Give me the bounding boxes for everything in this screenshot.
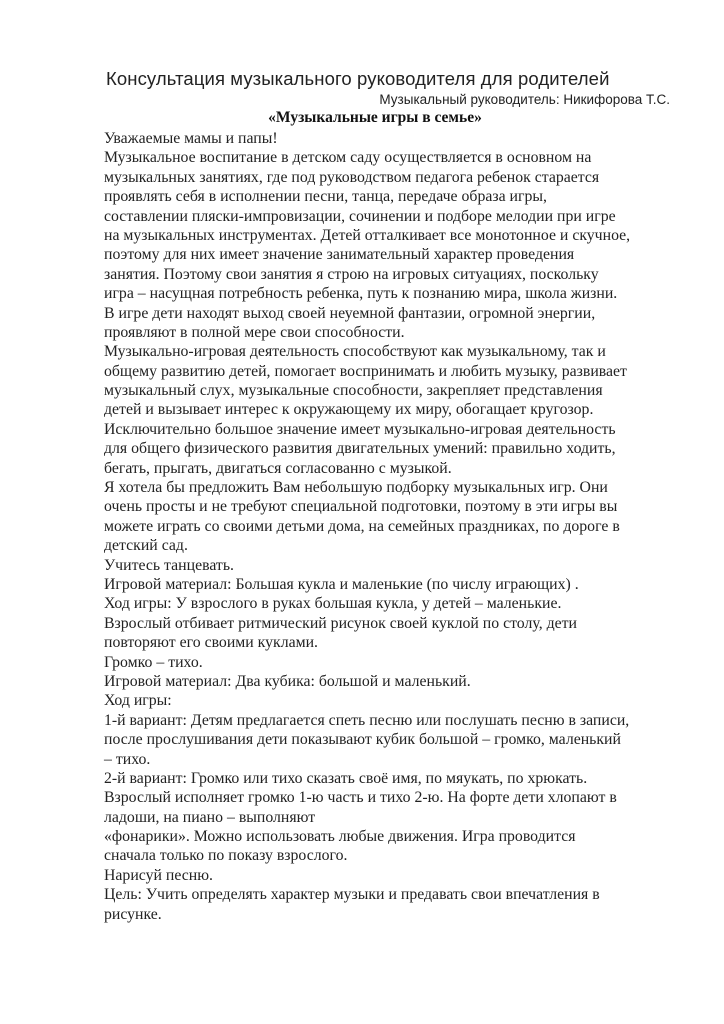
text-line: Взрослый исполняет громко 1-ю часть и тихо 2-ю. На форте дети хлопают в: [104, 789, 617, 807]
text-line: Ход игры: У взрослого в руках большая кукла, у детей – маленькие.: [104, 595, 562, 613]
text-line: повторяют его своими куклами.: [104, 634, 318, 652]
text-line: Игровой материал: Большая кукла и маленькие (по числу играющих) .: [104, 575, 579, 593]
text-line: на музыкальных инструментах. Детей отталкивает все монотонное и скучное,: [104, 226, 631, 244]
text-line: музыкальных занятиях, где под руководством педагога ребенок старается: [104, 168, 600, 186]
text-line: 1-й вариант: Детям предлагается спеть песню или послушать песню в записи,: [104, 711, 630, 729]
text-line: Уважаемые мамы и папы!: [104, 130, 278, 147]
text-line: Ход игры:: [104, 692, 172, 710]
text-line: ладоши, на пиано – выполняют: [104, 808, 316, 826]
text-line: бегать, прыгать, двигаться согласованно с музыкой.: [104, 459, 452, 477]
text-line: Цель: Учить определять характер музыки и предавать свои впечатления в: [104, 886, 600, 904]
text-line: проявлять себя в исполнении песни, танца, передаче образа игры,: [104, 188, 547, 206]
document-title: Консультация музыкального руководителя для родителей: [106, 68, 610, 89]
text-line: очень просты и не требуют специальной подготовки, поэтому в эти игры вы: [104, 498, 618, 516]
text-line: В игре дети находят выход своей неуемной фантазии, огромной энергии,: [104, 304, 596, 322]
article-heading: «Музыкальные игры в семье»: [268, 109, 482, 126]
text-line: Музыкальное воспитание в детском саду осуществляется в основном на: [104, 149, 592, 167]
text-line: можете играть со своими детьми дома, на семейных праздниках, по дороге в: [104, 517, 620, 535]
text-line: детский сад.: [104, 537, 188, 555]
author-line: Музыкальный руководитель: Никифорова Т.С.: [379, 92, 670, 107]
text-line: «фонарики». Можно использовать любые движения. Игра проводится: [104, 828, 576, 846]
text-line: музыкальный слух, музыкальные способности, закрепляет представления: [104, 382, 603, 400]
text-line: Взрослый отбивает ритмический рисунок своей куклой по столу, дети: [104, 614, 577, 632]
text-line: 2-й вариант: Громко или тихо сказать своё имя, по мяукать, по хрюкать.: [104, 769, 588, 787]
text-line: Громко – тихо.: [104, 653, 203, 671]
text-line: Исключительно большое значение имеет музыкально-игровая деятельность: [104, 420, 616, 438]
text-line: составлении пляски-импровизации, сочинении и подборе мелодии при игре: [104, 207, 616, 225]
text-line: занятия. Поэтому свои занятия я строю на игровых ситуациях, поскольку: [104, 265, 599, 283]
text-line: рисунке.: [104, 905, 162, 923]
text-line: общему развитию детей, помогает воспринимать и любить музыку, развивает: [104, 362, 627, 380]
text-line: поэтому для них имеет значение занимательный характер проведения: [104, 246, 575, 264]
text-line: Я хотела бы предложить Вам небольшую подборку музыкальных игр. Они: [104, 479, 608, 497]
text-line: детей и вызывает интерес к окружающему их миру, обогащает кругозор.: [104, 401, 594, 419]
text-line: для общего физического развития двигательных умений: правильно ходить,: [104, 440, 616, 458]
text-line: Игровой материал: Два кубика: большой и маленький.: [104, 672, 471, 690]
text-line: Музыкально-игровая деятельность способствуют как музыкальному, так и: [104, 343, 606, 361]
body-text: [104, 129, 679, 924]
text-line: Учитесь танцевать.: [104, 556, 234, 574]
text-line: после прослушивания дети показывают кубик большой – громко, маленький: [104, 731, 621, 749]
text-line: Нарисуй песню.: [104, 866, 213, 884]
text-line: сначала только по показу взрослого.: [104, 847, 348, 865]
text-line: игра – насущная потребность ребенка, путь к познанию мира, школа жизни.: [104, 285, 618, 303]
text-line: проявляют в полной мере свои способности.: [104, 323, 405, 341]
text-line: – тихо.: [104, 750, 151, 768]
